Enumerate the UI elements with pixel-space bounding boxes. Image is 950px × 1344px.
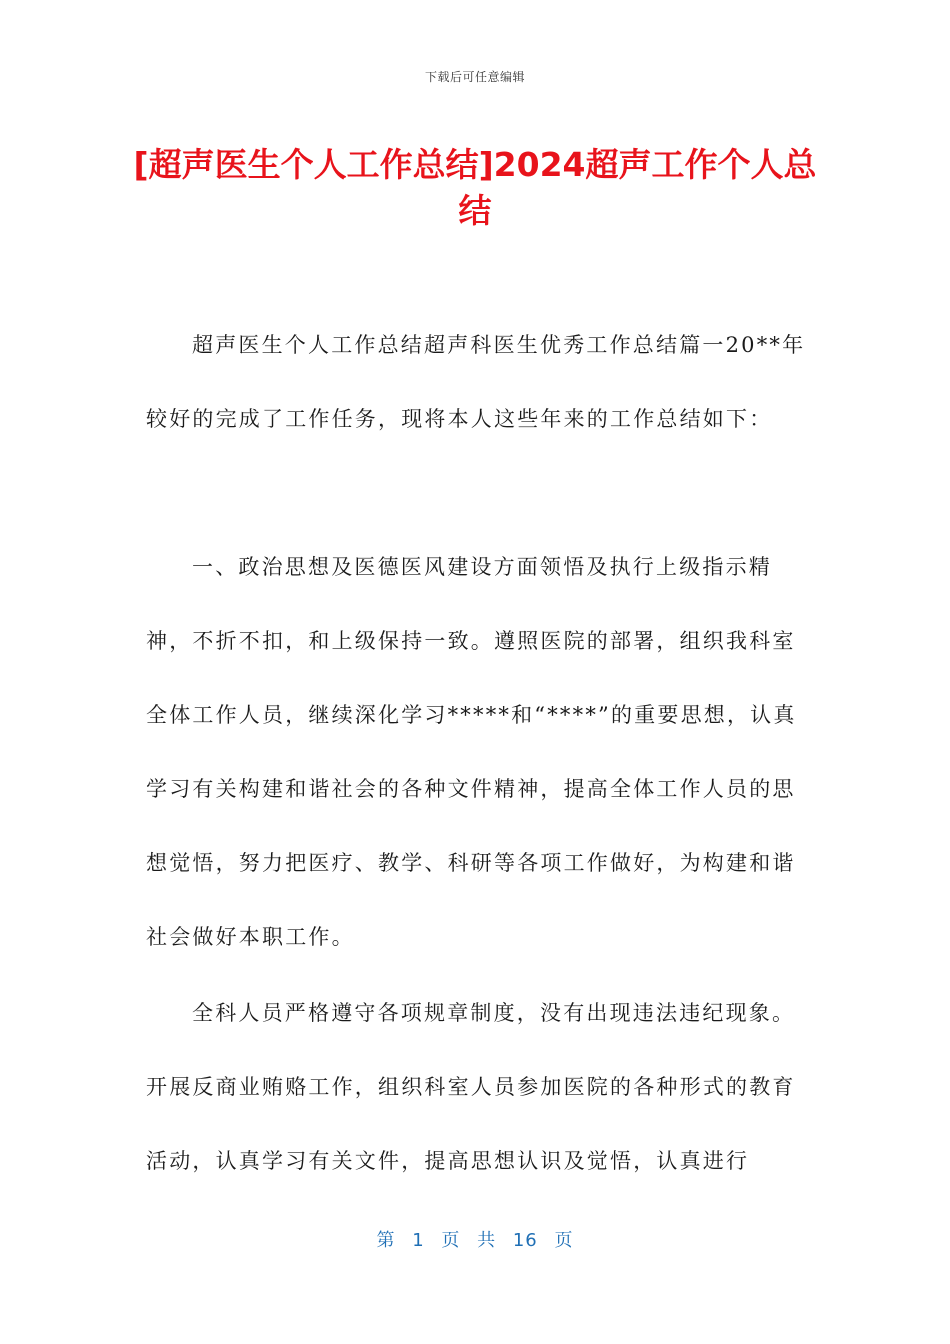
- paragraph-political-text: 一、政治思想及医德医风建设方面领悟及执行上级指示精神，不折不扣，和上级保持一致。遵照医院的部署，组织我科室全体工作人员，继续深化学习*****和“****”的重要思想，认真学习有关构建和谐社会的各种文件精神，提高全体工作人员的思想觉悟，努力把医疗、教学、科研等各项工作做好，为构建和谐社会做好本职工作。: [146, 555, 797, 949]
- header-note: 下载后可任意编辑: [424, 70, 525, 84]
- document-title: [超声医生个人工作总结]2024超声工作个人总结: [133, 145, 817, 230]
- paragraph-political: [146, 530, 806, 974]
- paragraph-discipline-text: 全科人员严格遵守各项规章制度，没有出现违法违纪现象。开展反商业贿赂工作，组织科室人员参加医院的各种形式的教育活动，认真学习有关文件，提高思想认识及觉悟，认真进行: [146, 1001, 796, 1173]
- paragraph-intro-text: 超声医生个人工作总结超声科医生优秀工作总结篇一20**年较好的完成了工作任务，现将本人这些年来的工作总结如下：: [146, 333, 806, 431]
- paragraph-discipline: [146, 976, 806, 1198]
- paragraph-intro: [146, 308, 806, 456]
- page-number-footer: 第 1 页 共 16 页: [376, 1230, 574, 1251]
